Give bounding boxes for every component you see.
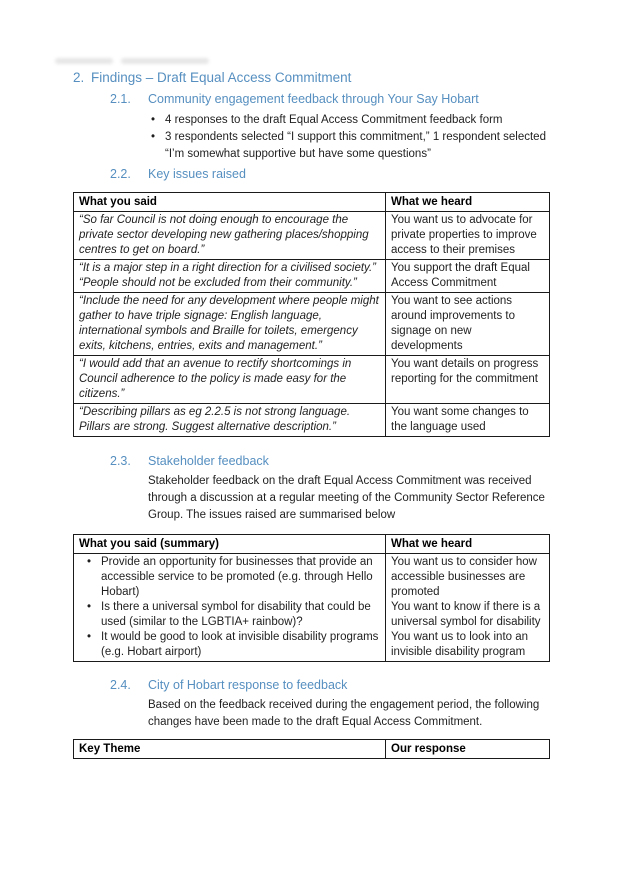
- column-header-what-you-said-summary: What you said (summary): [74, 535, 386, 554]
- column-header-our-response: Our response: [386, 740, 550, 759]
- quote-text: “It is a major step in a right direction for a civilised society.”: [79, 262, 376, 274]
- heard-text: You want us to advocate for private properties to improve access to their premises: [391, 214, 537, 256]
- heading-label: Community engagement feedback through Your Say Hobart: [148, 92, 479, 106]
- heard-cell: [386, 554, 550, 662]
- quote-text: “I would add that an avenue to rectify shortcomings in Council adherence to the policy is made easy for the citizens.”: [79, 358, 352, 400]
- heard-text: You want some changes to the language used: [391, 406, 529, 433]
- scan-artifact: [55, 58, 209, 64]
- summary-bullet-list: [79, 555, 380, 660]
- list-item: • 4 responses to the draft Equal Access Commitment feedback form: [165, 112, 555, 129]
- column-header-what-you-said: What you said: [74, 193, 386, 212]
- heard-cell: [386, 356, 550, 404]
- table-header-row: [74, 535, 550, 554]
- list-item: • 3 respondents selected “I support this commitment,” 1 respondent selected “I’m somewhat supportive but have some questions”: [165, 129, 555, 163]
- engagement-bullet-list: [0, 112, 622, 163]
- list-item: • Provide an opportunity for businesses that provide an accessible service to be promoted (e.g. through Hello Hobart): [101, 555, 380, 600]
- quote-text: “So far Council is not doing enough to encourage the private sector developing new gathering places/shopping centres to get on board.”: [79, 214, 369, 256]
- summary-cell: [74, 554, 386, 662]
- city-response-paragraph: Based on the feedback received during the engagement period, the following changes have been made to the draft Equal Access Commitment.: [148, 699, 540, 728]
- heard-cell: [386, 404, 550, 437]
- table-row: [74, 260, 550, 293]
- table-row: [74, 356, 550, 404]
- key-issues-table: [73, 192, 550, 437]
- quote-cell: [74, 212, 386, 260]
- quote-cell: [74, 260, 386, 293]
- table-row: [74, 212, 550, 260]
- heard-cell: [386, 293, 550, 356]
- heard-text: You support the draft Equal Access Commitment: [391, 262, 530, 289]
- heading-label: City of Hobart response to feedback: [148, 678, 348, 692]
- heard-text: You want us to consider how accessible businesses are promoted: [391, 556, 537, 598]
- table-row: [74, 404, 550, 437]
- list-item: • It would be good to look at invisible disability programs (e.g. Hobart airport): [101, 630, 380, 660]
- column-header-what-we-heard: What we heard: [386, 535, 550, 554]
- heading-number: 2.4.: [110, 678, 131, 692]
- table-row: [74, 554, 550, 662]
- heading-number: 2.2.: [110, 167, 131, 181]
- stakeholder-feedback-paragraph: Stakeholder feedback on the draft Equal Access Commitment was received through a discussion at a regular meeting of the Community Sector Reference Group. The issues raised are summarised below: [148, 475, 545, 521]
- heading-number: 2.1.: [110, 92, 131, 106]
- quote-cell: [74, 293, 386, 356]
- heading-number: 2.: [73, 70, 85, 85]
- response-table: [73, 739, 550, 759]
- quote-text: “Include the need for any development where people might gather to have triple signage: English language, international symbols and Braille for toilets, emergency exits, kitchens, entries, exits and management.”: [79, 295, 379, 352]
- page-content: [0, 70, 622, 759]
- list-item: • Is there a universal symbol for disability that could be used (similar to the LGBTIA+ rainbow)?: [101, 600, 380, 630]
- heard-cell: [386, 212, 550, 260]
- heard-text: You want us to look into an invisible disability program: [391, 631, 529, 658]
- column-header-key-theme: Key Theme: [74, 740, 386, 759]
- quote-cell: [74, 404, 386, 437]
- quote-text: “Describing pillars as eg 2.2.5 is not strong language. Pillars are strong. Suggest alternative description.”: [79, 406, 351, 433]
- heard-text: You want to see actions around improvements to signage on new developments: [391, 295, 516, 352]
- heading-2-4-city-response: [110, 678, 622, 693]
- column-header-what-we-heard: What we heard: [386, 193, 550, 212]
- table-header-row: [74, 740, 550, 759]
- heard-text: You want details on progress reporting for the commitment: [391, 358, 539, 385]
- heading-2-3-stakeholder-feedback: [110, 454, 622, 469]
- heading-2-1-community-engagement: [110, 92, 622, 107]
- heard-cell: [386, 260, 550, 293]
- heading-2-findings: [73, 70, 622, 86]
- heading-2-2-key-issues: [110, 167, 622, 182]
- heading-label: Stakeholder feedback: [148, 454, 269, 468]
- quote-cell: [74, 356, 386, 404]
- heard-text: You want to know if there is a universal symbol for disability: [391, 601, 541, 628]
- heading-number: 2.3.: [110, 454, 131, 468]
- table-row: [74, 293, 550, 356]
- heading-label: Key issues raised: [148, 167, 246, 181]
- table-header-row: [74, 193, 550, 212]
- stakeholder-feedback-table: [73, 534, 550, 662]
- quote-text: “People should not be excluded from their community.”: [79, 277, 357, 289]
- heading-label: Findings – Draft Equal Access Commitment: [91, 70, 352, 85]
